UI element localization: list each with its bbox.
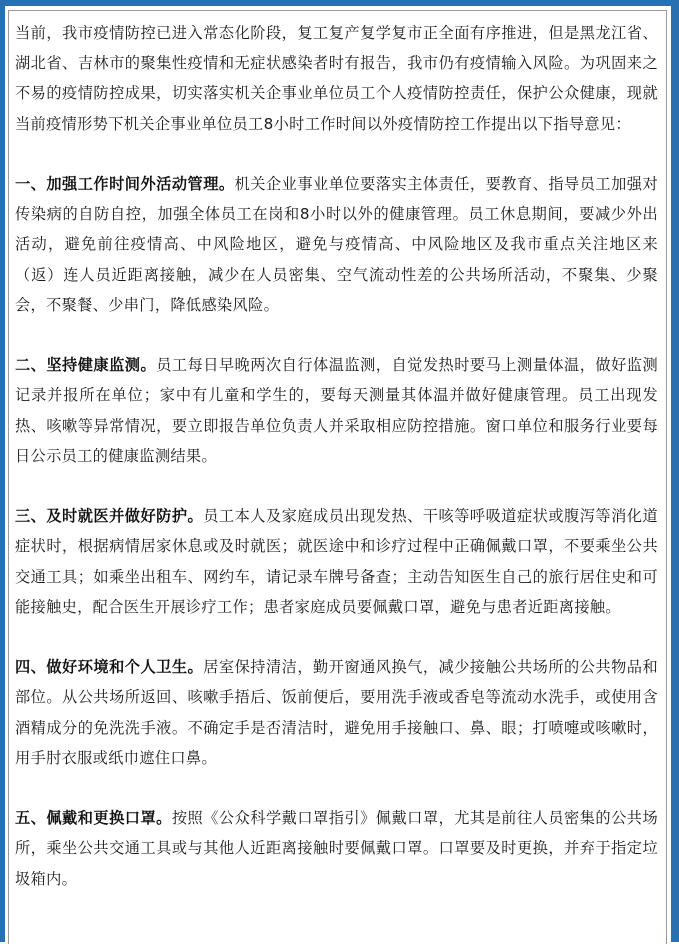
section-5-paragraph: [15, 803, 658, 894]
section-2-body: 员工每日早晚两次自行体温监测，自觉发热时要马上测量体温，做好监测记录并报所在单位；家中有儿童和学生的，要每天测量其体温并做好健康管理。员工出现发热、咳嗽等异常情况，要立即报告单位负责人并采取相应防控措施。窗口单位和服务行业要每日公示员工的健康监测结果。: [15, 356, 659, 465]
intro-paragraph: 当前，我市疫情防控已进入常态化阶段，复工复产复学复市正全面有序推进，但是黑龙江省、湖北省、吉林市的聚集性疫情和无症状感染者时有报告，我市仍有疫情输入风险。为巩固来之不易的疫情防控成果，切实落实机关企事业单位员工个人疫情防控责任，保护公众健康，现就当前疫情形势下机关企事业单位员工8小时工作时间以外疫情防控工作提出以下指导意见：: [15, 24, 658, 133]
section-2-paragraph: [15, 350, 658, 471]
section-4-paragraph: [15, 652, 658, 773]
section-1-body: 机关企业事业单位要落实主体责任，要教育、指导员工加强对传染病的自防自控，加强全体员工在岗和8小时以外的健康管理。员工休息期间，要减少外出活动，避免前往疫情高、中风险地区，避免与疫情高、中风险地区及我市重点关注地区来（返）连人员近距离接触，减少在人员密集、空气流动性差的公共场所活动，不聚集、少聚会，不聚餐、少串门，降低感染风险。: [15, 175, 658, 314]
document-body: [15, 18, 658, 924]
section-1-paragraph: [15, 169, 658, 320]
section-5-body: 按照《公众科学戴口罩指引》佩戴口罩，尤其是前往人员密集的公共场所，乘坐公共交通工具或与其他人近距离接触时要佩戴口罩。口罩要及时更换，并弃于指定垃圾箱内。: [15, 809, 659, 888]
section-3-heading: 三、及时就医并做好防护。: [15, 507, 204, 526]
section-3-body: 员工本人及家庭成员出现发热、干咳等呼吸道症状或腹泻等消化道症状时，根据病情居家休息或及时就医；就医途中和诊疗过程中正确佩戴口罩，不要乘坐公共交通工具；如乘坐出租车、网约车，请记录车牌号备查；主动告知医生自己的旅行居住史和可能接触史，配合医生开展诊疗工作；患者家庭成员要佩戴口罩，避免与患者近距离接触。: [15, 507, 659, 616]
section-2-heading: 二、坚持健康监测。: [15, 356, 157, 375]
section-1-heading: 一、加强工作时间外活动管理。: [15, 175, 235, 193]
section-4-heading: 四、做好环境和个人卫生。: [15, 658, 204, 677]
section-4-body: 居室保持清洁，勤开窗通风换气，减少接触公共场所的公共物品和部位。从公共场所返回、咳嗽手捂后、饭前便后，要用洗手液或香皂等流动水洗手，或使用含酒精成分的免洗洗手液。不确定手是否清洁时，避免用手接触口、鼻、眼；打喷嚏或咳嗽时，用手肘衣服或纸巾遮住口鼻。: [15, 658, 659, 767]
section-5-heading: 五、佩戴和更换口罩。: [15, 809, 172, 828]
section-3-paragraph: [15, 501, 658, 622]
